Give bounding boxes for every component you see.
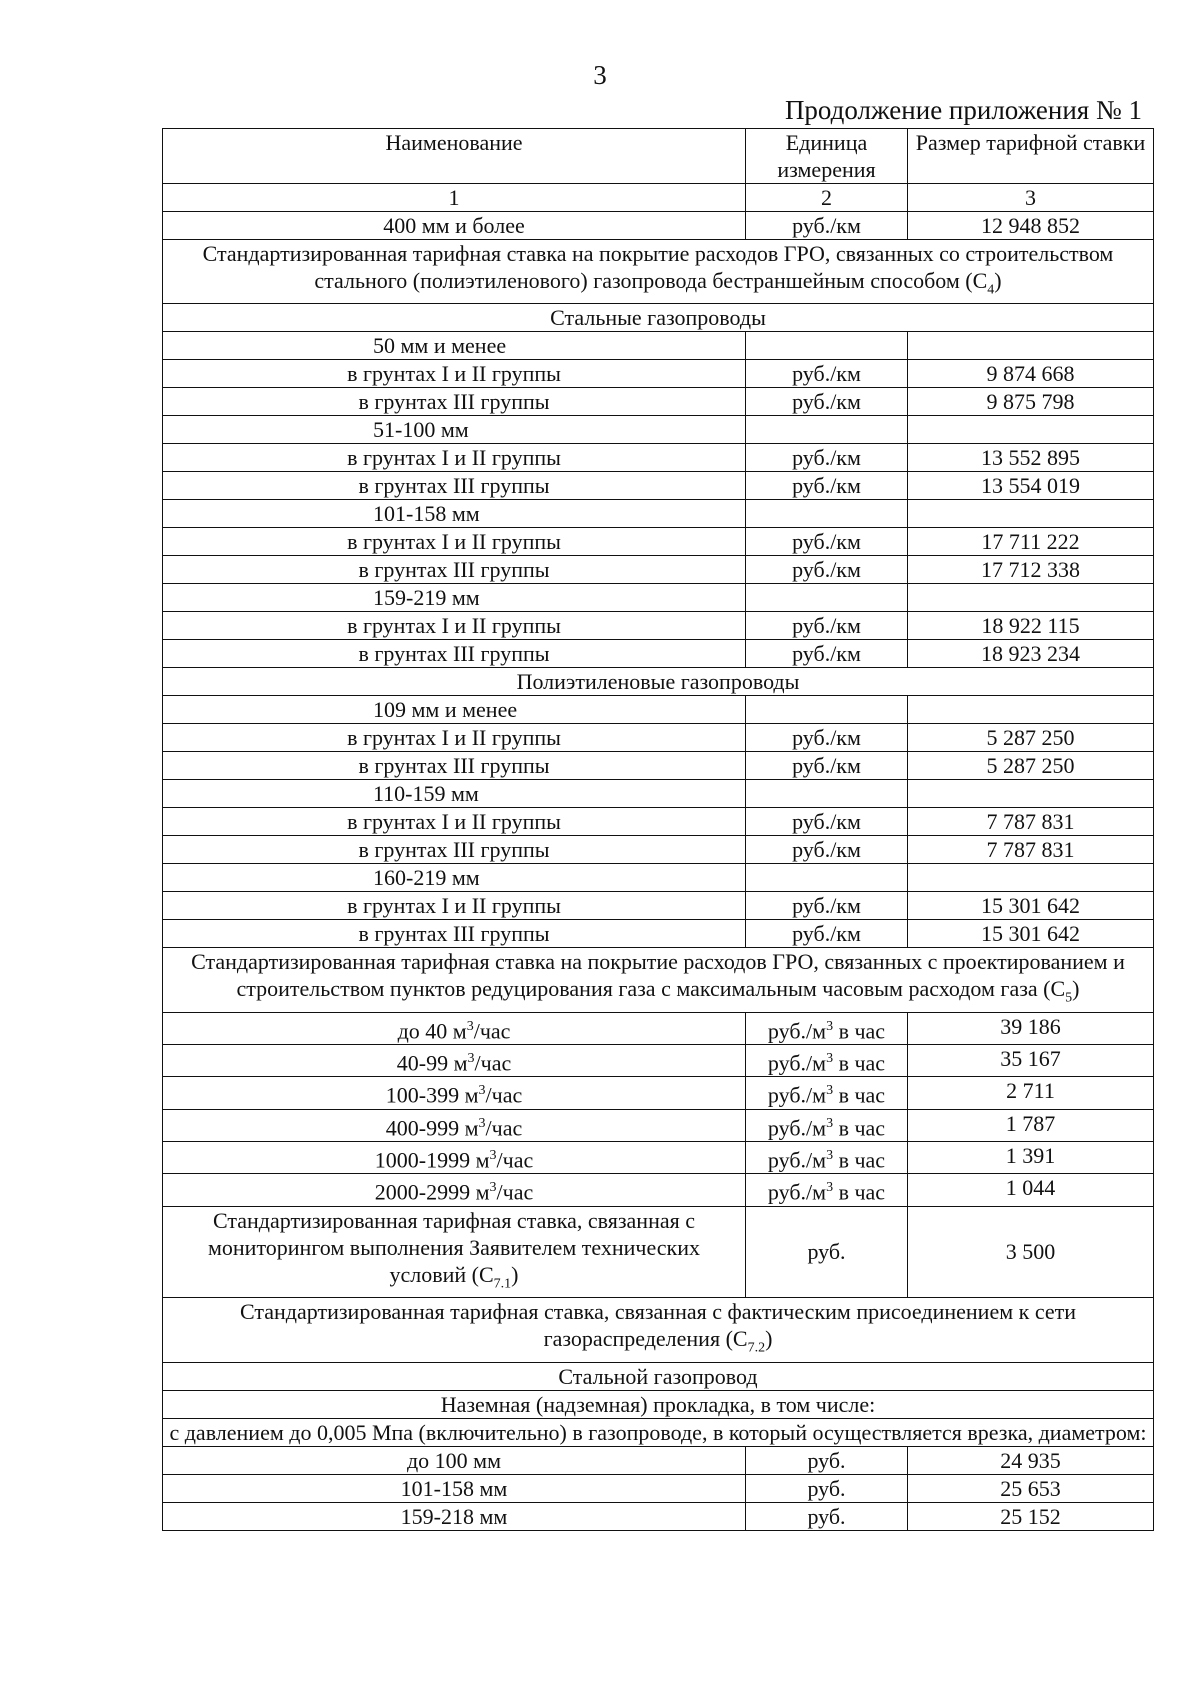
subsection-title: с давлением до 0,005 Мпа (включительно) в газопроводе, в который осуществляется врезка, диаметром: [163, 1418, 1154, 1446]
row-name: в грунтах III группы [163, 640, 746, 668]
subsection-title: Стальные газопроводы [163, 304, 1154, 332]
subsection-title: Стальной газопровод [163, 1362, 1154, 1390]
row-unit: руб./км [746, 836, 908, 864]
header-name: Наименование [163, 129, 746, 184]
group-label: 110-159 мм [163, 780, 746, 808]
tariff-table [162, 128, 1154, 1531]
row-name [163, 1012, 746, 1044]
row-value: 15 301 642 [908, 892, 1154, 920]
table-row [163, 1142, 1154, 1174]
group-value-empty [908, 696, 1154, 724]
row-unit: руб./км [746, 920, 908, 948]
row-value: 15 301 642 [908, 920, 1154, 948]
table-row [163, 1109, 1154, 1141]
group-row [163, 332, 1154, 360]
row-unit: руб./км [746, 212, 908, 240]
subsection-pressure [163, 1418, 1154, 1446]
row-value: 2 711 [908, 1077, 1154, 1109]
section-heading [163, 1298, 1154, 1362]
subsection-steel [163, 304, 1154, 332]
row-unit: руб./км [746, 640, 908, 668]
table-row [163, 444, 1154, 472]
row-name-superscript: 3 [489, 1180, 497, 1196]
row-value: 5 287 250 [908, 724, 1154, 752]
subsection-title: Полиэтиленовые газопроводы [163, 668, 1154, 696]
subsection-poly [163, 668, 1154, 696]
appendix-continuation-note: Продолжение приложения № 1 [784, 95, 1142, 125]
row-value: 7 787 831 [908, 808, 1154, 836]
row-value: 25 653 [908, 1474, 1154, 1502]
row-unit-end: в час [833, 1082, 886, 1108]
row-name: в грунтах I и II группы [163, 724, 746, 752]
row-unit: руб./км [746, 472, 908, 500]
table-row [163, 640, 1154, 668]
table-row [163, 360, 1154, 388]
row-name: в грунтах III группы [163, 752, 746, 780]
group-unit-empty [746, 584, 908, 612]
row-name-text: 40-99 м [396, 1050, 468, 1076]
row-unit [746, 1045, 908, 1077]
row-name-end: /час [496, 1179, 534, 1205]
group-row [163, 584, 1154, 612]
section-heading-c5 [163, 948, 1154, 1012]
group-label: 109 мм и менее [163, 696, 746, 724]
row-name: в грунтах III группы [163, 472, 746, 500]
section-heading-subscript: 5 [1065, 990, 1073, 1006]
row-value: 25 152 [908, 1502, 1154, 1530]
row-name: в грунтах I и II группы [163, 808, 746, 836]
group-value-empty [908, 864, 1154, 892]
header-unit: Единица измерения [746, 129, 908, 184]
row-name: в грунтах III группы [163, 556, 746, 584]
group-label: 160-219 мм [163, 864, 746, 892]
row-name-end: /час [496, 1147, 534, 1173]
row-value: 5 287 250 [908, 752, 1154, 780]
section-heading-subscript: 4 [987, 282, 995, 298]
table-row [163, 752, 1154, 780]
row-name-superscript: 3 [467, 1051, 475, 1067]
row-name-superscript: 3 [489, 1148, 497, 1164]
row-value: 1 391 [908, 1142, 1154, 1174]
group-label: 159-219 мм [163, 584, 746, 612]
row-unit-end: в час [833, 1115, 886, 1141]
row-value: 13 554 019 [908, 472, 1154, 500]
row-name [163, 1206, 746, 1297]
row-value: 13 552 895 [908, 444, 1154, 472]
table-row [163, 388, 1154, 416]
row-name: в грунтах I и II группы [163, 892, 746, 920]
table-row [163, 472, 1154, 500]
row-unit: руб./км [746, 444, 908, 472]
row-name [163, 1174, 746, 1206]
table-row [163, 212, 1154, 240]
row-unit-superscript: 3 [826, 1051, 834, 1067]
row-name-end: /час [485, 1115, 523, 1141]
subsection-title: Наземная (надземная) прокладка, в том числе: [163, 1390, 1154, 1418]
table-row [163, 1474, 1154, 1502]
row-unit-text: руб./м [767, 1050, 827, 1076]
table-row [163, 1045, 1154, 1077]
row-name-text: 2000-2999 м [374, 1179, 490, 1205]
row-unit-end: в час [833, 1179, 886, 1205]
row-unit: руб./км [746, 556, 908, 584]
table-row [163, 836, 1154, 864]
section-heading-end: ) [765, 1326, 773, 1352]
row-unit: руб./км [746, 724, 908, 752]
row-unit [746, 1077, 908, 1109]
row-name: в грунтах III группы [163, 836, 746, 864]
row-unit-text: руб./м [767, 1179, 827, 1205]
table-row [163, 808, 1154, 836]
group-row [163, 780, 1154, 808]
row-value: 39 186 [908, 1012, 1154, 1044]
row-name-text: 100-399 м [385, 1082, 479, 1108]
table-row [163, 1012, 1154, 1044]
row-name [163, 1109, 746, 1141]
row-name: до 100 мм [163, 1446, 746, 1474]
group-value-empty [908, 780, 1154, 808]
row-unit-end: в час [833, 1018, 886, 1044]
page-number: 3 [593, 60, 607, 90]
group-row [163, 864, 1154, 892]
group-value-empty [908, 332, 1154, 360]
group-value-empty [908, 416, 1154, 444]
table-row [163, 612, 1154, 640]
row-name-text: Стандартизированная тарифная ставка, связанная с мониторингом выполнения Заявителем технических условий (C [207, 1207, 700, 1287]
group-label: 50 мм и менее [163, 332, 746, 360]
row-unit-text: руб./м [767, 1018, 827, 1044]
group-unit-empty [746, 500, 908, 528]
group-value-empty [908, 500, 1154, 528]
row-unit: руб./км [746, 528, 908, 556]
row-unit: руб. [746, 1446, 908, 1474]
row-unit-superscript: 3 [826, 1018, 834, 1034]
row-unit: руб. [746, 1474, 908, 1502]
table-row [163, 724, 1154, 752]
column-number-2: 2 [746, 184, 908, 212]
row-name-end: /час [485, 1082, 523, 1108]
row-value: 3 500 [908, 1206, 1154, 1297]
row-name: 400 мм и более [163, 212, 746, 240]
group-row [163, 696, 1154, 724]
group-unit-empty [746, 864, 908, 892]
subsection-overground [163, 1390, 1154, 1418]
row-unit: руб./км [746, 360, 908, 388]
row-name-superscript: 3 [466, 1018, 474, 1034]
column-number-1: 1 [163, 184, 746, 212]
table-row [163, 556, 1154, 584]
row-value: 17 712 338 [908, 556, 1154, 584]
row-value: 18 922 115 [908, 612, 1154, 640]
row-value: 18 923 234 [908, 640, 1154, 668]
column-number-3: 3 [908, 184, 1154, 212]
table-row [163, 920, 1154, 948]
row-name-text: до 40 м [397, 1018, 467, 1044]
section-heading-c7-2 [163, 1298, 1154, 1362]
row-c7-1 [163, 1206, 1154, 1297]
row-unit: руб./км [746, 752, 908, 780]
table-row [163, 892, 1154, 920]
row-unit-superscript: 3 [826, 1083, 834, 1099]
row-name-superscript: 3 [478, 1115, 486, 1131]
group-unit-empty [746, 780, 908, 808]
row-name [163, 1045, 746, 1077]
row-unit [746, 1142, 908, 1174]
section-heading-text: Стандартизированная тарифная ставка, связанная с фактическим присоединением к сети газораспределения (C [240, 1299, 1076, 1352]
table-row [163, 1174, 1154, 1206]
row-name-text: 1000-1999 м [374, 1147, 490, 1173]
group-unit-empty [746, 332, 908, 360]
row-name: в грунтах III группы [163, 920, 746, 948]
row-name: в грунтах I и II группы [163, 360, 746, 388]
row-unit-superscript: 3 [826, 1180, 834, 1196]
section-heading [163, 240, 1154, 304]
row-unit-text: руб./м [767, 1082, 827, 1108]
section-heading-end: ) [1072, 976, 1080, 1002]
group-row [163, 500, 1154, 528]
row-value: 9 875 798 [908, 388, 1154, 416]
row-name: 101-158 мм [163, 1474, 746, 1502]
row-unit: руб./км [746, 388, 908, 416]
row-value: 7 787 831 [908, 836, 1154, 864]
row-value: 35 167 [908, 1045, 1154, 1077]
row-value: 1 044 [908, 1174, 1154, 1206]
table-row [163, 528, 1154, 556]
header-row [163, 129, 1154, 184]
row-value: 24 935 [908, 1446, 1154, 1474]
group-label: 51-100 мм [163, 416, 746, 444]
section-heading-c4 [163, 240, 1154, 304]
section-heading-end: ) [994, 268, 1002, 293]
row-name: в грунтах I и II группы [163, 612, 746, 640]
row-unit-end: в час [833, 1050, 886, 1076]
row-unit [746, 1174, 908, 1206]
row-name: 159-218 мм [163, 1502, 746, 1530]
group-unit-empty [746, 416, 908, 444]
row-unit-superscript: 3 [826, 1115, 834, 1131]
row-unit-text: руб./м [767, 1115, 827, 1141]
section-heading-text: Стандартизированная тарифная ставка на покрытие расходов ГРО, связанных с проектированием и строительством пунктов редуцирования газа с максимальным часовым расходом газа (C [191, 949, 1125, 1002]
subsection-steel-pipeline [163, 1362, 1154, 1390]
row-name-end: ) [511, 1261, 519, 1287]
row-unit-end: в час [833, 1147, 886, 1173]
section-heading-subscript: 7.2 [747, 1340, 766, 1356]
group-row [163, 416, 1154, 444]
row-name [163, 1077, 746, 1109]
row-name-text: 400-999 м [385, 1115, 479, 1141]
header-rate: Размер тарифной ставки [908, 129, 1154, 184]
table-row [163, 1077, 1154, 1109]
row-value: 1 787 [908, 1109, 1154, 1141]
row-unit-superscript: 3 [826, 1148, 834, 1164]
row-name: в грунтах III группы [163, 388, 746, 416]
row-name-subscript: 7.1 [493, 1276, 512, 1292]
row-unit: руб. [746, 1502, 908, 1530]
group-unit-empty [746, 696, 908, 724]
table-row [163, 1502, 1154, 1530]
row-unit-text: руб./м [767, 1147, 827, 1173]
table-row [163, 1446, 1154, 1474]
row-unit [746, 1012, 908, 1044]
row-name [163, 1142, 746, 1174]
row-unit [746, 1109, 908, 1141]
row-name-end: /час [474, 1050, 512, 1076]
row-name: в грунтах I и II группы [163, 444, 746, 472]
row-unit: руб. [746, 1206, 908, 1297]
row-unit: руб./км [746, 808, 908, 836]
row-name-superscript: 3 [478, 1083, 486, 1099]
column-number-row [163, 184, 1154, 212]
group-value-empty [908, 584, 1154, 612]
row-unit: руб./км [746, 612, 908, 640]
row-unit: руб./км [746, 892, 908, 920]
row-name: в грунтах I и II группы [163, 528, 746, 556]
section-heading [163, 948, 1154, 1012]
row-name-end: /час [473, 1018, 511, 1044]
group-label: 101-158 мм [163, 500, 746, 528]
row-value: 12 948 852 [908, 212, 1154, 240]
row-value: 17 711 222 [908, 528, 1154, 556]
section-heading-text: Стандартизированная тарифная ставка на покрытие расходов ГРО, связанных со строительством стального (полиэтиленового) газопровода бестраншейным способом (C [202, 241, 1114, 293]
row-value: 9 874 668 [908, 360, 1154, 388]
